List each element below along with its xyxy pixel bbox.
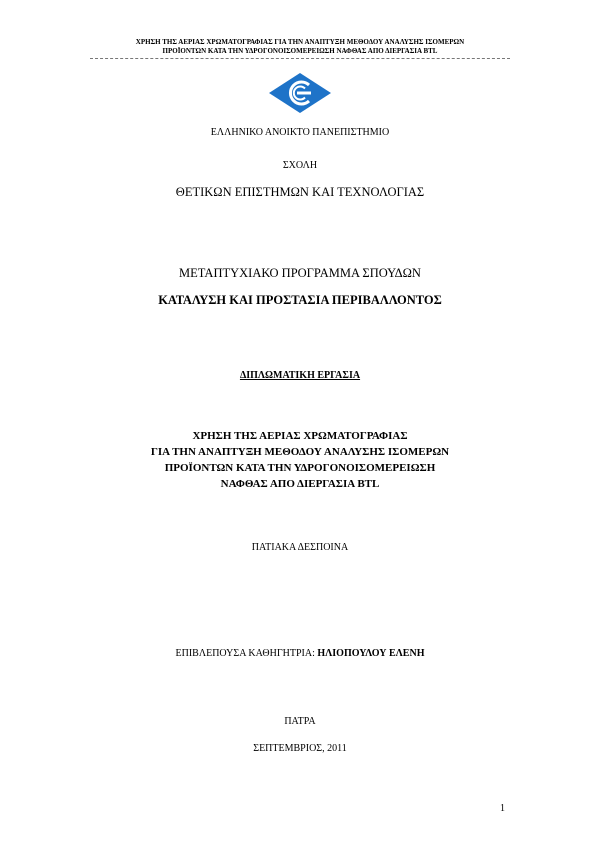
thesis-title-line-3: ΠΡΟΪΟΝΤΩΝ ΚΑΤΑ ΤΗΝ ΥΔΡΟΓΟΝΟΙΣΟΜΕΡΕΙΩΣΗ <box>164 462 436 474</box>
supervisor-name: ΗΛΙΟΠΟΥΛΟΥ ΕΛΕΝΗ <box>317 648 425 659</box>
thesis-title-line-2: ΓΙΑ ΤΗΝ ΑΝΑΠΤΥΞΗ ΜΕΘΟΔΟΥ ΑΝΑΛΥΣΗΣ ΙΣΟΜΕΡΩΝ <box>150 446 450 458</box>
university-logo-icon <box>268 72 332 114</box>
university-name: ΕΛΛΗΝΙΚΟ ΑΝΟΙΚΤΟ ΠΑΝΕΠΙΣΤΗΜΙΟ <box>210 127 390 138</box>
running-header-line-1: ΧΡΗΣΗ ΤΗΣ ΑΕΡΙΑΣ ΧΡΩΜΑΤΟΓΡΑΦΙΑΣ ΓΙΑ ΤΗΝ ΑΝΑΠΤΥΞΗ ΜΕΘΟΔΟΥ ΑΝΑΛΥΣΗΣ ΙΣΟΜΕΡΩΝ <box>135 38 465 46</box>
header-divider <box>90 58 510 59</box>
thesis-title-line-4: ΝΑΦΘΑΣ ΑΠΟ ΔΙΕΡΓΑΣΙΑ BTL <box>220 478 380 490</box>
thesis-title-line-1: ΧΡΗΣΗ ΤΗΣ ΑΕΡΙΑΣ ΧΡΩΜΑΤΟΓΡΑΦΙΑΣ <box>192 430 408 442</box>
author-name: ΠΑΤΙΑΚΑ ΔΕΣΠΟΙΝΑ <box>251 542 349 553</box>
running-header-line-2: ΠΡΟΪΟΝΤΩΝ ΚΑΤΑ ΤΗΝ ΥΔΡΟΓΟΝΟΙΣΟΜΕΡΕΙΩΣΗ ΝΑΦΘΑΣ ΑΠΟ ΔΙΕΡΓΑΣΙΑ BTL <box>162 47 438 55</box>
city: ΠΑΤΡΑ <box>284 716 316 727</box>
school-name: ΘΕΤΙΚΩΝ ΕΠΙΣΤΗΜΩΝ ΚΑΙ ΤΕΧΝΟΛΟΓΙΑΣ <box>175 185 425 199</box>
program-label: ΜΕΤΑΠΤΥΧΙΑΚΟ ΠΡΟΓΡΑΜΜΑ ΣΠΟΥΔΩΝ <box>179 266 421 280</box>
supervisor-label: ΕΠΙΒΛΕΠΟΥΣΑ ΚΑΘΗΓΗΤΡΙΑ: <box>175 648 315 659</box>
page-number: 1 <box>500 803 505 814</box>
school-label: ΣΧΟΛΗ <box>282 160 318 171</box>
program-name: ΚΑΤΑΛΥΣΗ ΚΑΙ ΠΡΟΣΤΑΣΙΑ ΠΕΡΙΒΑΛΛΟΝΤΟΣ <box>158 293 442 307</box>
thesis-label: ΔΙΠΛΩΜΑΤΙΚΗ ΕΡΓΑΣΙΑ <box>239 370 361 381</box>
date: ΣΕΠΤΕΜΒΡΙΟΣ, 2011 <box>253 743 347 754</box>
supervisor-line <box>0 648 600 659</box>
